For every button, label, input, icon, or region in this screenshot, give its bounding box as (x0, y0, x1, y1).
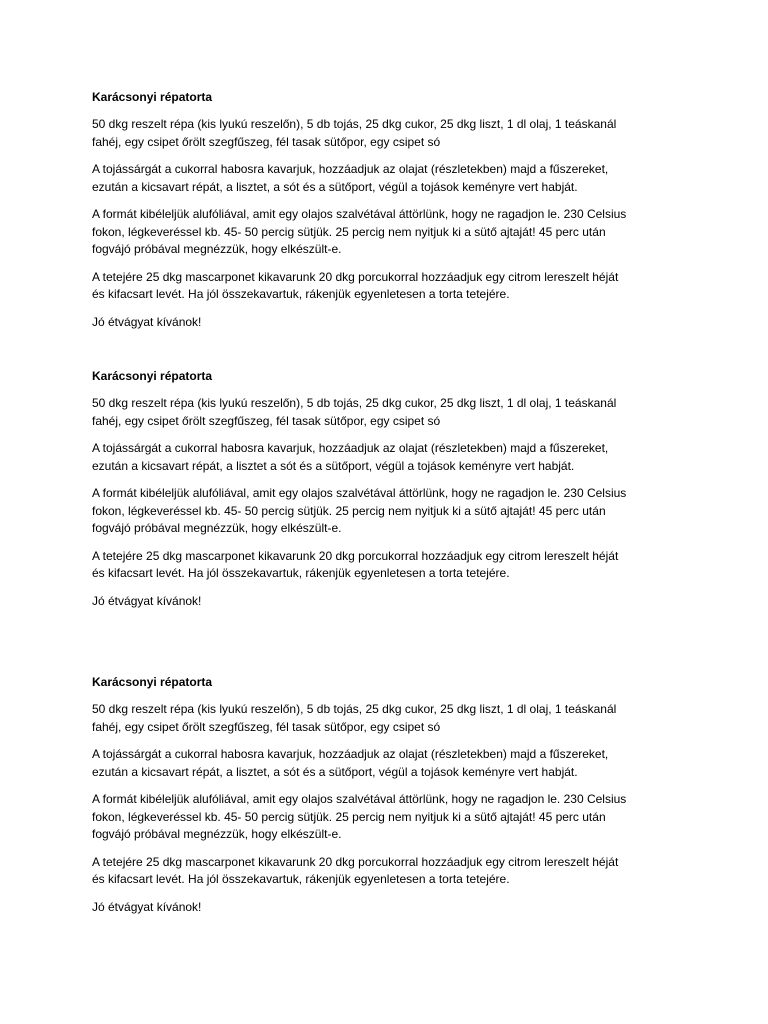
closing-line: Jó étvágyat kívánok! (92, 593, 202, 608)
text-line: fokon, légkeveréssel kb. 45- 50 percig sütjük. 25 percig nem nyitjuk ki a sütő ajtaját! 45 perc után (92, 224, 606, 239)
text-line: A formát kibéleljük alufóliával, amit egy olajos szalvétával áttörlünk, hogy ne ragadjon le. 230 Celsius (92, 792, 627, 806)
text-line: A tetejére 25 dkg mascarponet kikavarunk 20 dkg porcukorral hozzáadjuk egy citrom lereszelt héját (92, 854, 619, 869)
recipe-block (92, 674, 682, 926)
ingredients-paragraph (92, 701, 682, 736)
text-line: fogvájó próbával megnézzük, hogy elkészült-e. (92, 242, 342, 256)
text-line: 50 dkg reszelt répa (kis lyukú reszelőn), 5 db tojás, 25 dkg cukor, 25 dkg liszt, 1 dl olaj, 1 teáskanál (92, 117, 617, 131)
text-line: A tetejére 25 dkg mascarponet kikavarunk 20 dkg porcukorral hozzáadjuk egy citrom lereszelt héját (92, 269, 619, 284)
text-line: 50 dkg reszelt répa (kis lyukú reszelőn), 5 db tojás, 25 dkg cukor, 25 dkg liszt, 1 dl olaj, 1 teáskanál (92, 396, 617, 410)
text-line: A tojássárgát a cukorral habosra kavarjuk, hozzáadjuk az olajat (részletekben) majd a fűszereket, (92, 747, 609, 761)
text-line: fahéj, egy csipet őrölt szegfűszeg, fél tasak sütőpor, egy csipet só (92, 719, 441, 734)
text-line: és kifacsart levét. Ha jól összekavartuk, rákenjük egyenletesen a torta tetejére. (92, 566, 510, 580)
text-line: A formát kibéleljük alufóliával, amit egy olajos szalvétával áttörlünk, hogy ne ragadjon le. 230 Celsius (92, 207, 627, 221)
ingredients-paragraph (92, 395, 682, 430)
method-paragraph (92, 440, 682, 475)
text-line: fogvájó próbával megnézzük, hogy elkészült-e. (92, 521, 342, 535)
recipe-block (92, 368, 682, 620)
text-line: ezután a kicsavart répát, a lisztet, a sót és a sütőport, végül a tojások keményre vert habját. (92, 764, 578, 779)
text-line: ezután a kicsavart répát, a lisztet, a sót és a sütőport, végül a tojások keményre vert habját. (92, 179, 578, 194)
baking-paragraph (92, 791, 682, 844)
text-line: és kifacsart levét. Ha jól összekavartuk, rákenjük egyenletesen a torta tetejére. (92, 287, 510, 301)
text-line: fogvájó próbával megnézzük, hogy elkészült-e. (92, 827, 342, 841)
recipe-title: Karácsonyi répatorta (92, 675, 213, 689)
recipe-title: Karácsonyi répatorta (92, 369, 213, 383)
text-line: ezután a kicsavart répát, a lisztet a sót és a sütőport, végül a tojások keményre vert habját. (92, 458, 575, 473)
topping-paragraph (92, 269, 682, 304)
text-line: A tojássárgát a cukorral habosra kavarjuk, hozzáadjuk az olajat (részletekben) majd a fűszereket, (92, 441, 609, 455)
ingredients-paragraph (92, 116, 682, 151)
recipe-block (92, 89, 682, 341)
text-line: 50 dkg reszelt répa (kis lyukú reszelőn), 5 db tojás, 25 dkg cukor, 25 dkg liszt, 1 dl olaj, 1 teáskanál (92, 702, 617, 716)
baking-paragraph (92, 485, 682, 538)
topping-paragraph (92, 548, 682, 583)
method-paragraph (92, 161, 682, 196)
closing-line: Jó étvágyat kívánok! (92, 314, 202, 329)
text-line: fahéj, egy csipet őrölt szegfűszeg, fél tasak sütőpor, egy csipet só (92, 413, 441, 428)
text-line: A tetejére 25 dkg mascarponet kikavarunk 20 dkg porcukorral hozzáadjuk egy citrom lereszelt héját (92, 548, 619, 563)
text-line: fahéj, egy csipet őrölt szegfűszeg, fél tasak sütőpor, egy csipet só (92, 134, 441, 149)
text-line: fokon, légkeveréssel kb. 45- 50 percig sütjük. 25 percig nem nyitjuk ki a sütő ajtaját! 45 perc után (92, 503, 606, 518)
closing-line: Jó étvágyat kívánok! (92, 899, 202, 914)
recipe-title: Karácsonyi répatorta (92, 90, 213, 104)
text-line: A tojássárgát a cukorral habosra kavarjuk, hozzáadjuk az olajat (részletekben) majd a fűszereket, (92, 162, 609, 176)
text-line: A formát kibéleljük alufóliával, amit egy olajos szalvétával áttörlünk, hogy ne ragadjon le. 230 Celsius (92, 486, 627, 500)
baking-paragraph (92, 206, 682, 259)
text-line: és kifacsart levét. Ha jól összekavartuk, rákenjük egyenletesen a torta tetejére. (92, 872, 510, 886)
topping-paragraph (92, 854, 682, 889)
text-line: fokon, légkeveréssel kb. 45- 50 percig sütjük. 25 percig nem nyitjuk ki a sütő ajtaját! 45 perc után (92, 809, 606, 824)
method-paragraph (92, 746, 682, 781)
